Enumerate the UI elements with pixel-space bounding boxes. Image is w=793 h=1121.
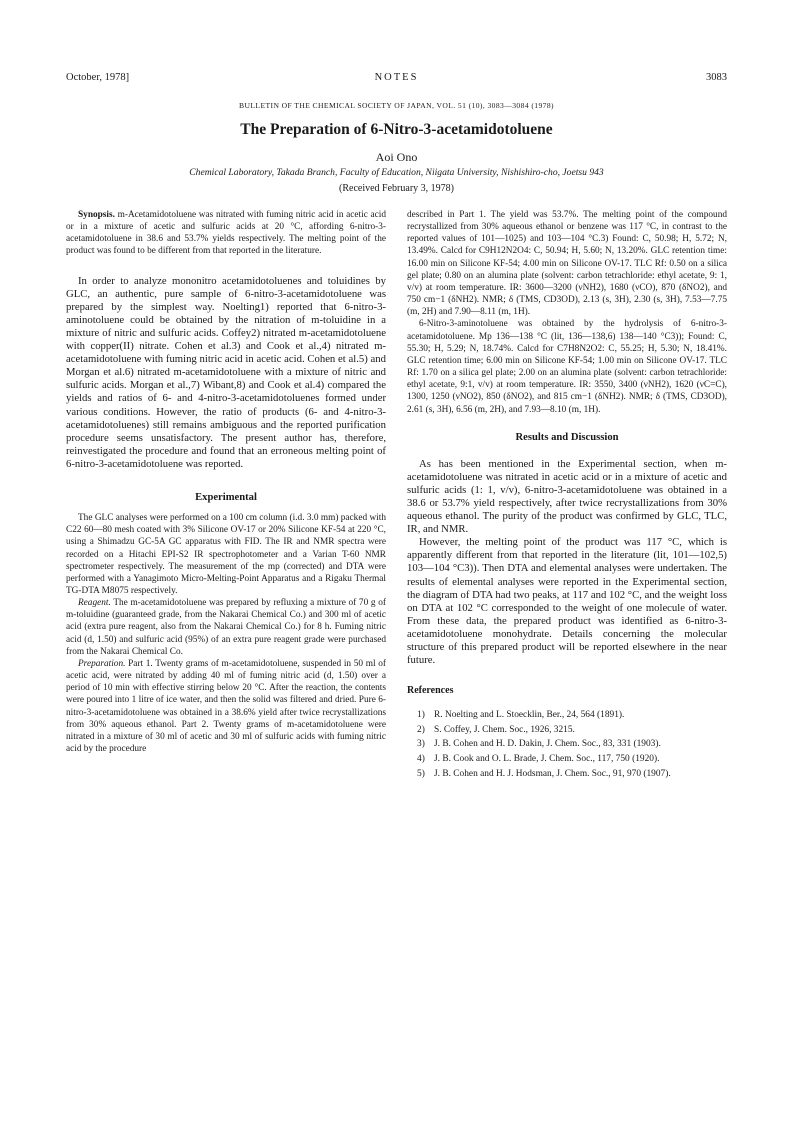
- results-paragraph-1: As has been mentioned in the Experimental section, when m-acetamidotoluene was nitrated in acetic acid or in a mixture of acetic and sulfuric acids (1: 1, v/v), 6-nitro-3-acetamidotoluene was obtained in a 38.6 or 53.7% yield respectively, after twice recrystallizations from 30% aqueous ethanol. The purity of the product was confirmed by GLC, TLC, IR, and NMR.: [407, 457, 727, 536]
- reference-item: [407, 708, 727, 723]
- running-head: [66, 72, 727, 86]
- reagent-text: The m-acetamidotoluene was prepared by refluxing a mixture of 70 g of m-toluidine (guaranteed grade, from the Nakarai Chemical Co.) and 300 ml of acetic acid (extra pure reagent, also from the Nakarai Chemical Co.) for 8 h. Fuming nitric acid (d, 1.50) and sulfuric acid (95%) of an extra pure reagent grade were purchased from the Nakarai Chemical Co.: [66, 598, 386, 657]
- reference-number: 5): [417, 768, 425, 779]
- right-column: [407, 209, 727, 781]
- references-heading: References: [407, 685, 454, 697]
- aminotoluene-paragraph: 6-Nitro-3-aminotoluene was obtained by the hydrolysis of 6-nitro-3-acetamidotoluene. Mp 136—138 °C (lit, 136—138,6) 138—140 °C3)); Found: C, 55.30; H, 5.29; N, 18.74%. Calcd for C7H8N2O2: C, 55.25; H, 5.30; N, 18.41%. GLC retention time; 6.00 min on Silicone KF-54; 1.00 min on Silicone OV-17. TLC Rf: 1.70 on a silica gel plate; 2.00 on an alumina plate (solvent: carbon tetrachloride: ethyl acetate, 9:1, v/v) at room temperature. IR: 3550, 3400 (νNH2), 1620 (νC=C), 1300, 1250 (νNO2), 850 (δNO2), and 815 cm−1 (δNH2). NMR; δ (TMS, CD3OD), 2.61 (s, 3H), 6.56 (m, 2H), and 7.93—8.10 (m, 1H).: [407, 319, 727, 415]
- reference-item: [407, 723, 727, 738]
- running-head-section: NOTES: [374, 72, 419, 83]
- synopsis-text: m-Acetamidotoluene was nitrated with fuming nitric acid in acetic acid or in a mixture of acetic and sulfuric acids at 20 °C, affording 6-nitro-3-acetamidotoluene in 38.6 and 53.7% yields respectively. The melting point of the product was found to be different from that reported in the literature.: [66, 210, 386, 257]
- experimental-heading: Experimental: [195, 492, 257, 504]
- reagent-label: Reagent.: [78, 598, 111, 609]
- synopsis: [66, 209, 386, 258]
- results-heading: Results and Discussion: [515, 431, 619, 443]
- reference-item: [407, 752, 727, 767]
- reference-number: 4): [417, 753, 425, 764]
- preparation-label: Preparation.: [78, 658, 126, 669]
- author-name: Aoi Ono: [375, 150, 418, 164]
- reference-text: J. B. Cohen and H. J. Hodsman, J. Chem. Soc., 91, 970 (1907).: [434, 768, 671, 779]
- experimental-apparatus-paragraph: The GLC analyses were performed on a 100 cm column (i.d. 3.0 mm) packed with C22 60—80 mesh coated with 3% Silicone OV-17 or 20% Silicone KF-54 at 220 °C, using a Shimadzu GC-5A GC apparatus with FID. The IR and NMR spectra were recorded on a Hitachi EPI-S2 IR spectrophotometer and a Varian T-60 NMR spectrometer respectively. The measurement of the mp (corrected) and DTA were performed with a Yanagimoto Micro-Melting-Point Apparatus and a Rigaku Thermal TG-DTA M8075 respectively.: [66, 513, 386, 596]
- running-head-date: October, 1978]: [66, 72, 130, 83]
- intro-paragraph: In order to analyze mononitro acetamidotoluenes and toluidines by GLC, an authentic, pure sample of 6-nitro-3-acetamidotoluene was prepared by the simplest way. Noelting1) reported that 6-nitro-3-aminotoluene could be obtained by the nitration of m-toluidine in a mixture of nitric and sulfuric acids. Coffey2) nitrated m-acetamidotoluene with copper(II) nitrate. Cohen et al.3) and Cook et al.,4) nitrated m-acetamidotoluene with fuming nitric acid in acetic acid. Cohen et al.5) and Morgan et al.6) nitrated m-acetamidotoluene with a mixture of nitric and sulfuric acids. Morgan et al.,7) Wibant,8) and Cook et al.4) compared the yields and ratios of 6- and 4-nitro-3-acetamidotoluenes formed under various conditions. However, the ratio of products (6- and 4-nitro-3-acetamidotoluenes) still remains ambiguous and the reported purification procedure seems unsatisfactory. The present author has, therefore, reinvestigated the procedure and found that an erroneous melting point of 6-nitro-3-acetamidotoluene was reported.: [66, 274, 386, 470]
- page-number: 3083: [706, 72, 727, 83]
- author-affiliation: Chemical Laboratory, Takada Branch, Faculty of Education, Niigata University, Nishishiro-cho, Joetsu 943: [189, 167, 604, 178]
- preparation-continued-paragraph: described in Part 1. The yield was 53.7%. The melting point of the compound recrystallized from 30% aqueous ethanol or benzene was 117 °C, in contrast to the reported values of 101—1025) and 103—104 °C.3) Found: C, 50.98; H, 5.72; N, 13.49%. Calcd for C9H12N2O4: C, 50.94; H, 5.60; N, 13.20%. GLC retention time: 16.00 min on Silicone KF-54; 4.00 min on Silicone OV-17. TLC Rf: 0.50 on a silica gel plate; 0.80 on an alumina plate (solvent: carbon tetrachloride: ethyl acetate, 9: 1, v/v) at room temperature. IR: 3600—3200 (νNH2), 1680 (νCO), 870 (δNO2), and 750 cm−1 (δNH2). NMR; δ (TMS, CD3OD), 2.13 (s, 3H), 2.30 (s, 3H), 7.53—7.75 (m, 2H) and 7.90—8.11 (m, 1H).: [407, 210, 727, 318]
- preparation-text: Part 1. Twenty grams of m-acetamidotoluene, suspended in 50 ml of acetic acid, were nitrated by adding 40 ml of fuming nitric acid (d, 1.50) over a period of 10 min with effective stirring below 20 °C. After the reaction, the contents were poured into 1 litre of ice water, and then the solid was filtered and dried. Pure 6-nitro-3-acetamidotoluene was obtained in a 38.6% yield after twice recrystallizations from 30% aqueous ethanol. Part 2. Twenty grams of m-acetamidotoluene were nitrated in a mixture of 30 ml of acetic and 30 ml of sulfuric acids with fuming nitric acid by the procedure: [66, 658, 386, 754]
- reference-text: S. Coffey, J. Chem. Soc., 1926, 3215.: [434, 724, 575, 735]
- received-date: (Received February 3, 1978): [339, 183, 454, 194]
- preparation-paragraph: [66, 658, 386, 755]
- reference-text: R. Noelting and L. Stoecklin, Ber., 24, 564 (1891).: [434, 710, 625, 721]
- results-paragraph-2: However, the melting point of the product was 117 °C, which is apparently different from that reported in the literature (lit, 101—102,5) 103—104 °C3)). Then DTA and elemental analyses were undertaken. The results of elemental analyses were reported in the Experimental section, the diagram of DTA had two peaks, at 117 and 102 °C, and the weight loss on DTA at 102 °C corresponded to the weight of one molecule of water. From these data, the prepared product was identified as 6-nitro-3-acetamidotoluene monohydrate. Details concerning the molecular structure of this prepared product will be reported elsewhere in the near future.: [407, 536, 727, 667]
- journal-citation-line: BULLETIN OF THE CHEMICAL SOCIETY OF JAPAN, VOL. 51 (10), 3083—3084 (1978): [239, 101, 554, 110]
- article-title: The Preparation of 6-Nitro-3-acetamidotoluene: [240, 121, 553, 138]
- reference-number: 3): [417, 739, 425, 750]
- reference-number: 1): [417, 710, 425, 721]
- reference-text: J. B. Cohen and H. D. Dakin, J. Chem. Soc., 83, 331 (1903).: [434, 739, 661, 750]
- reagent-paragraph: [66, 597, 386, 658]
- left-column: [66, 209, 386, 755]
- reference-list: [407, 708, 727, 781]
- reference-text: J. B. Cook and O. L. Brade, J. Chem. Soc., 117, 750 (1920).: [434, 753, 660, 764]
- synopsis-label: Synopsis.: [78, 210, 115, 220]
- reference-item: [407, 767, 727, 782]
- reference-number: 2): [417, 724, 425, 735]
- reference-item: [407, 737, 727, 752]
